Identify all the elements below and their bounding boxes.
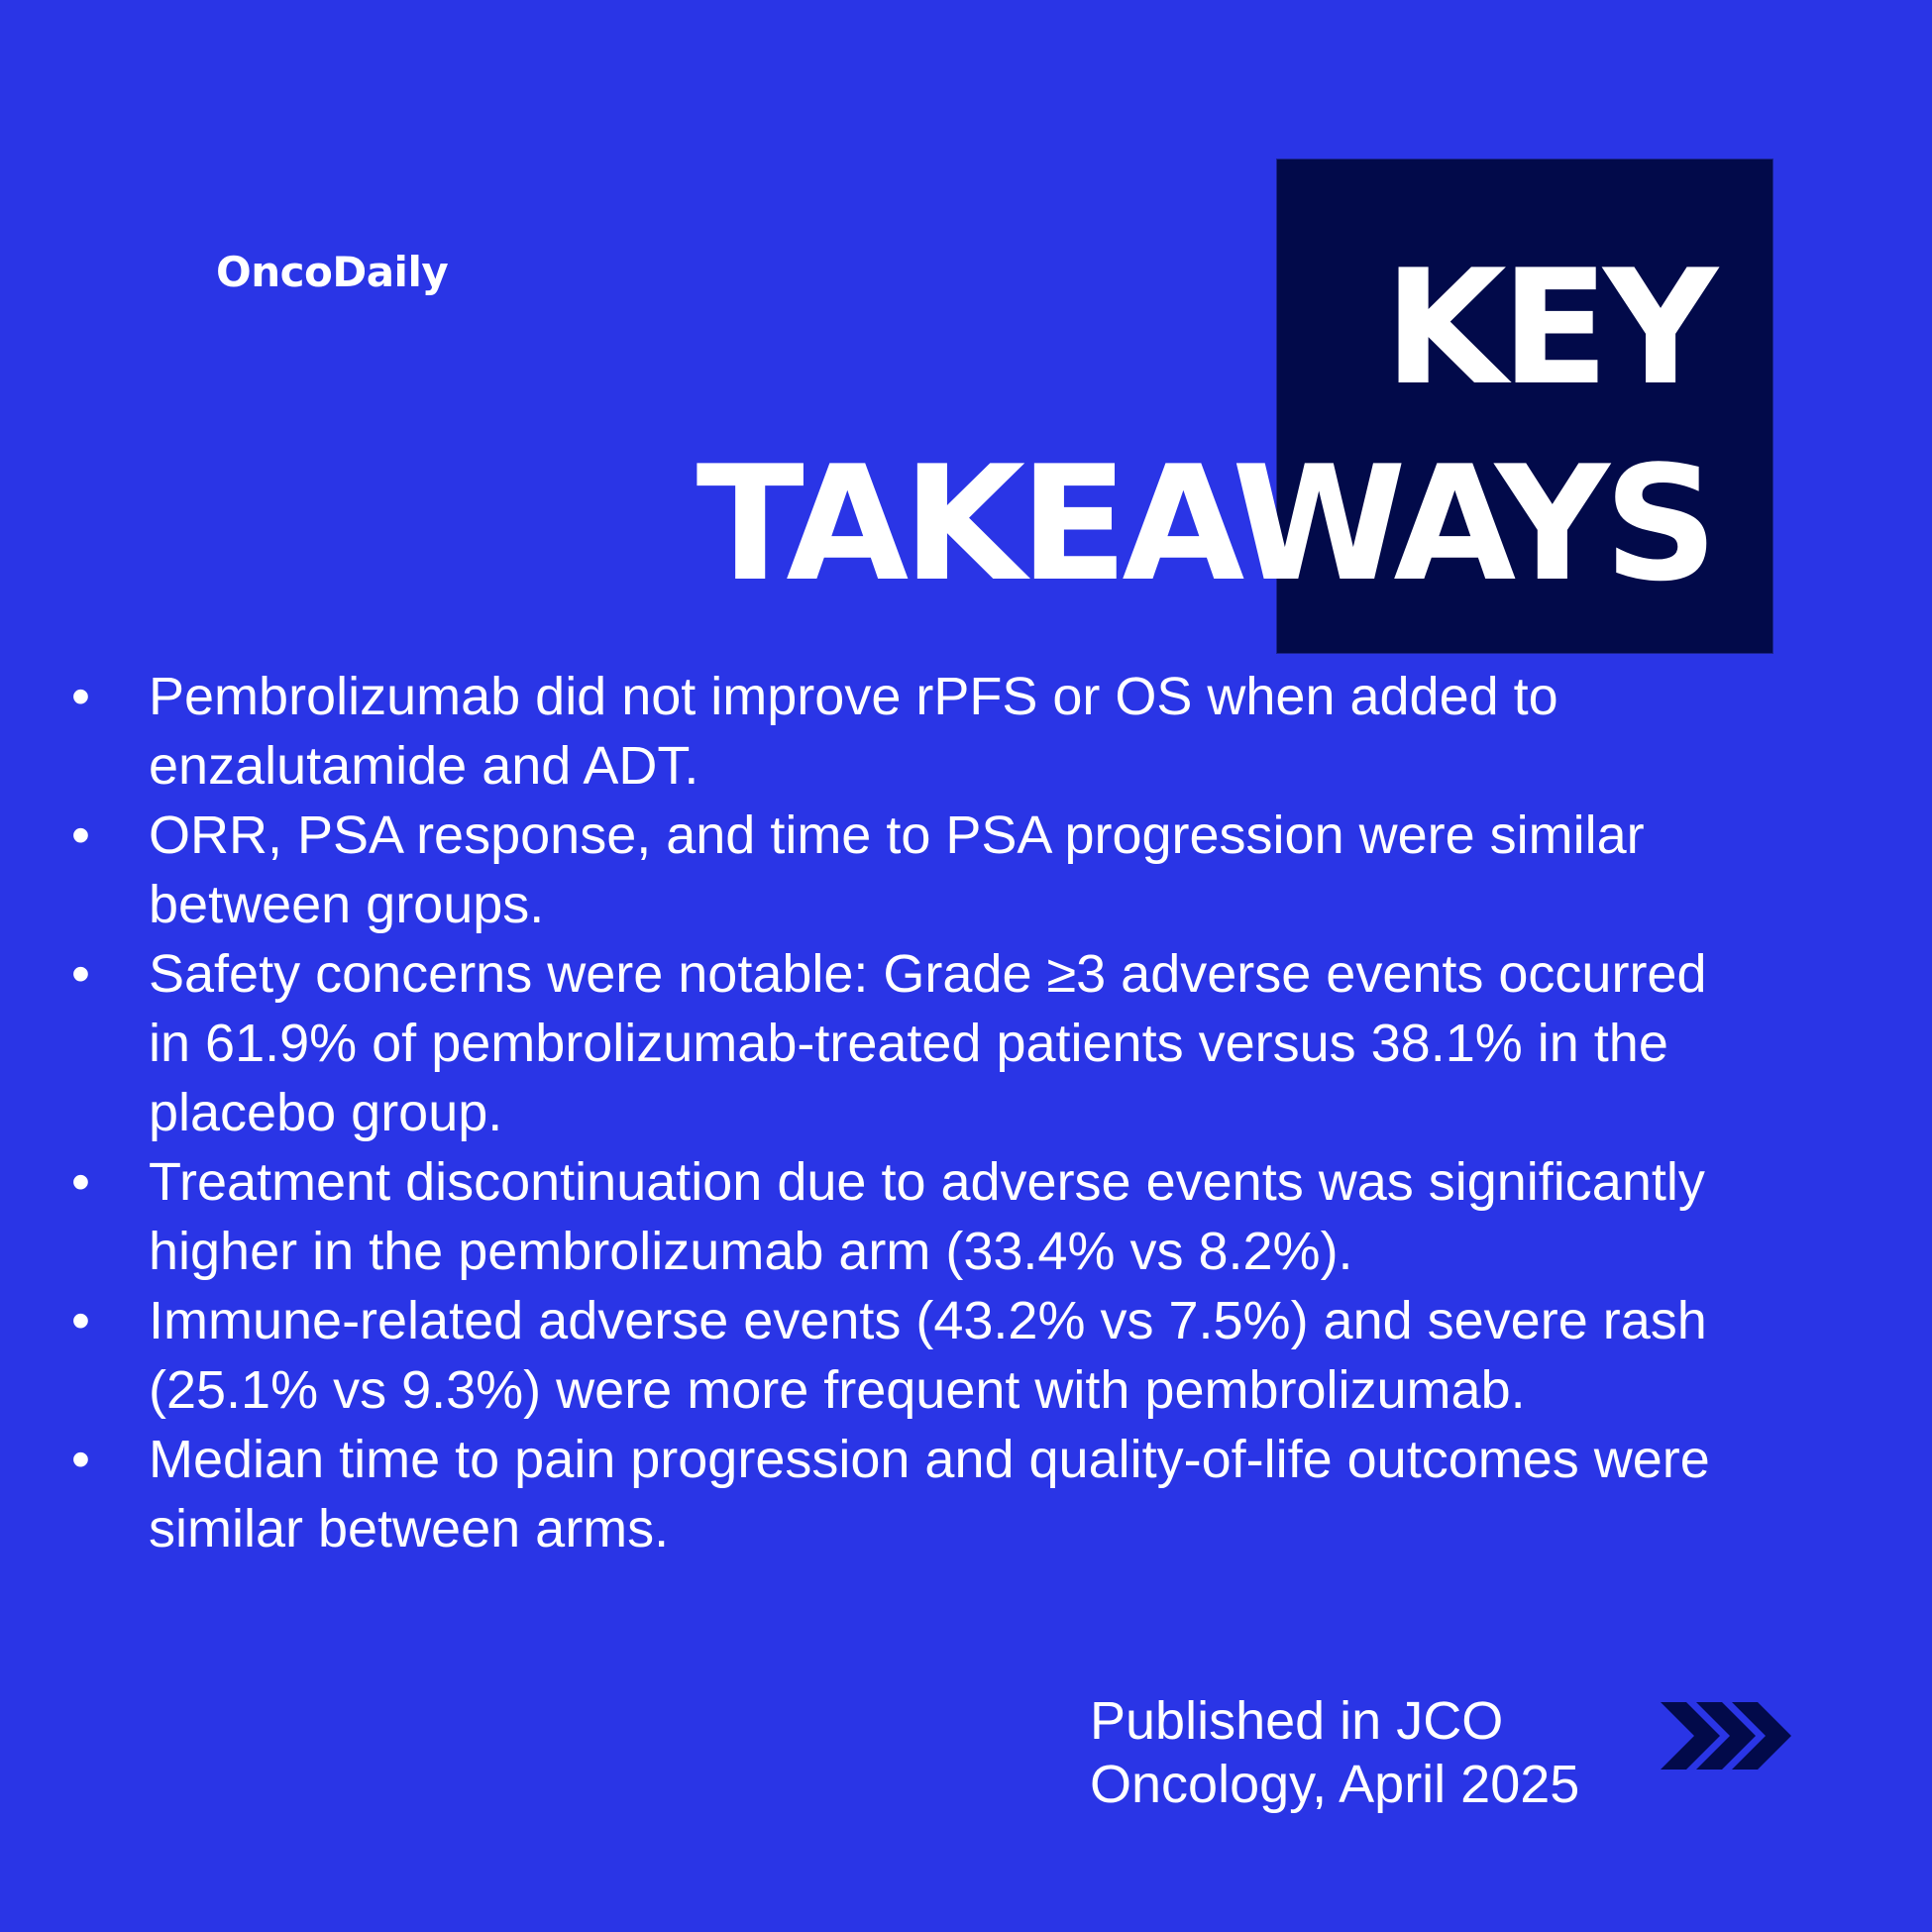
page-title [697,230,1712,622]
list-item: • Safety concerns were notable: Grade ≥3 adverse events occurred in 61.9% of pembrolizumab-treated patients versus 38.1% in the placebo group. [69,939,1754,1147]
title-line-2: TAKEAWAYS [696,431,1712,616]
title-line-1: KEY [1383,235,1712,420]
takeaways-list [69,662,1754,1563]
list-item: • Median time to pain progression and quality-of-life outcomes were similar between arms. [69,1425,1754,1563]
triple-chevron-right-icon[interactable] [1657,1696,1803,1775]
list-item: • Treatment discontinuation due to adverse events was significantly higher in the pembrolizumab arm (33.4% vs 8.2%). [69,1147,1754,1286]
list-item: • ORR, PSA response, and time to PSA progression were similar between groups. [69,801,1754,939]
list-item: • Pembrolizumab did not improve rPFS or OS when added to enzalutamide and ADT. [69,662,1754,801]
publication-line-2: Oncology, April 2025 [1090,1755,1580,1814]
publication-line-1: Published in JCO [1090,1691,1504,1751]
list-item: • Immune-related adverse events (43.2% vs 7.5%) and severe rash (25.1% vs 9.3%) were more frequent with pembrolizumab. [69,1286,1754,1425]
brand-logo: OncoDaily [216,248,449,296]
publication-note [1090,1689,1579,1816]
